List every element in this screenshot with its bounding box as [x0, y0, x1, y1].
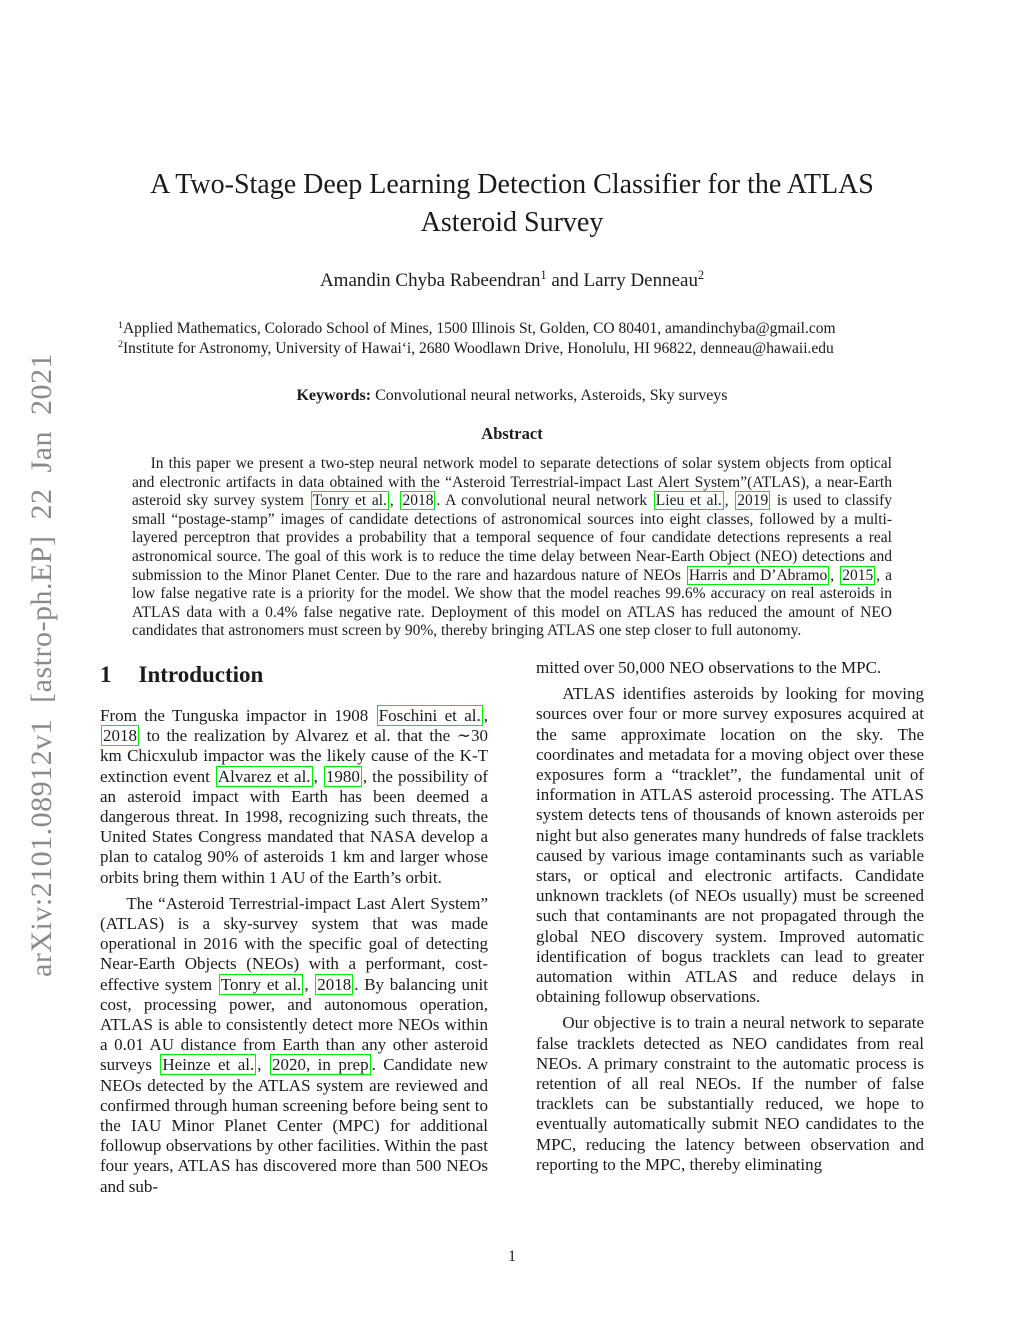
abstract-body: In this paper we present a two-step neural network model to separate detections of solar system objects from optical and electronic artifacts in data obtained with the “Asteroid Terrestrial-impact Last Alert System”(ATLAS), a near-Earth asteroid sky survey system Tonry et al. , 2018 . A convolutional neural network Lieu et al. , 2019 is used to classify small “postage-stamp” images of candidate detections of astronomical sources into eight classes, followed by a multi-layered perceptron that provides a probability that a temporal sequence of four candidate detections represents a real astronomical source. The goal of this work is to reduce the time delay between Near-Earth Object (NEO) detections and submission to the Minor Planet Center. Due to the rare and hazardous nature of NEOs Harris and D’Abramo , 2015 , a low false negative rate is a priority for the model. We show that the model reaches 99.6% accuracy on real asteroids in ATLAS data with a 0.4% false negative rate. Deployment of this model on ATLAS has reduced the amount of NEO candidates that astronomers must screen by 90%, thereby bringing ATLAS one step closer to full autonomy. — [132, 455, 893, 640]
citation-link[interactable]: 1980 — [325, 766, 360, 786]
keywords-label: Keywords: — [296, 387, 372, 404]
citation-link[interactable]: Harris and D’Abramo — [688, 566, 828, 584]
paragraph: From the Tunguska impactor in 1908 Foschini et al. , 2018 to the realization by Alvarez et al. that the ∼30 km Chicxulub impactor was the likely cause of the K-T extinction event Alvarez et al. , 1980 , the possibility of an asteroid impact with Earth has been deemed a dangerous threat. In 1998, recognizing such threats, the United States Congress mandated that NASA develop a plan to catalog 90% of asteroids 1 km and larger whose orbits bring them within 1 AU of the Earth’s orbit. — [100, 705, 489, 887]
arxiv-watermark: arXiv:2101.08912v1 [astro-ph.EP] 22 Jan 2021 — [25, 353, 58, 977]
citation-link[interactable]: Tonry et al. — [312, 492, 387, 510]
superscript-marker: 2 — [118, 339, 123, 351]
right-column — [536, 658, 924, 1175]
citation-link[interactable]: 2018 — [317, 974, 352, 994]
section-title: Introduction — [138, 661, 264, 687]
paragraph: Our objective is to train a neural network to separate false tracklets detected as NEO candidates from real NEOs. A primary constraint to the automatic process is retention of all real NEOs. If the number of false tracklets can be substantially reduced, we hope to eventually automatically submit NEO candidates to the MPC, reducing the latency between observation and reporting to the MPC, thereby eliminating — [536, 1013, 924, 1174]
citation-link[interactable]: 2018 — [103, 726, 137, 746]
section-number: 1 — [100, 661, 112, 687]
citation-link[interactable]: Alvarez et al. — [217, 766, 311, 786]
affiliation-line: $^1$Applied Mathematics, Colorado School of Mines, 1500 Illinois St, Golden, CO 80401, amandinchyba@gmail.com — [118, 319, 836, 337]
abstract-heading: Abstract — [481, 424, 543, 443]
keywords-text: Convolutional neural networks, Asteroids, Sky surveys — [371, 387, 728, 404]
citation-link[interactable]: 2019 — [737, 492, 769, 510]
superscript-marker: 1 — [540, 268, 547, 283]
keywords-line — [100, 387, 924, 405]
two-column-body — [100, 658, 924, 1197]
citation-link[interactable]: Heinze et al. — [162, 1055, 255, 1075]
citation-link[interactable]: 2018 — [402, 492, 434, 510]
section-heading — [100, 662, 488, 688]
authors-line: Amandin Chyba Rabeendran$^1$ and Larry Denneau$^2$ — [319, 268, 705, 291]
citation-link[interactable]: Lieu et al. — [655, 492, 722, 510]
affiliations-block — [118, 319, 924, 358]
superscript-marker: 2 — [697, 268, 705, 283]
paper-title: A Two-Stage Deep Learning Detection Classifier for the ATLAS Asteroid Survey — [150, 169, 874, 238]
paragraph: The “Asteroid Terrestrial-impact Last Alert System” (ATLAS) is a sky-survey system that was made operational in 2016 with the specific goal of detecting Near-Earth Objects (NEOs) with a performant, cost-effective system Tonry et al. , 2018 . By balancing unit cost, processing power, and autonomous operation, ATLAS is able to consistently detect more NEOs within a 0.01 AU distance from Earth than any other asteroid surveys Heinze et al. , 2020, in prep . Candidate new NEOs detected by the ATLAS system are reviewed and confirmed through human screening before being sent to the IAU Minor Planet Center (MPC) for additional followup observations by other facilities. Within the past four years, ATLAS has discovered more than 500 NEOs and sub- — [100, 893, 488, 1196]
left-column — [100, 658, 488, 1197]
affiliation-line: $^2$Institute for Astronomy, University of Hawaiʻi, 2680 Woodlawn Drive, Honolulu, HI 96822, denneau@hawaii.edu — [118, 339, 834, 357]
citation-link[interactable]: 2015 — [842, 566, 874, 584]
citation-link[interactable]: 2020, in prep — [271, 1055, 369, 1075]
paragraph: ATLAS identifies asteroids by looking for moving sources over four or more survey exposures acquired at the same approximate location on the sky. The coordinates and metadata for a moving object over these exposures form a “tracklet”, the fundamental unit of information in ATLAS asteroid processing. The ATLAS system detects tens of thousands of known asteroids per night but also generates many hundreds of false tracklets caused by various image contaminants such as variable stars, or optical and electronic artifacts. Candidate unknown tracklets (of NEOs usually) must be screened such that contaminants are not propagated through the global NEO discovery system. Improved automatic identification of bogus tracklets can lead to greater automation within ATLAS and reduce delays in obtaining followup observations. — [536, 684, 924, 1007]
paragraph: mitted over 50,000 NEO observations to the MPC. — [536, 657, 882, 677]
page-number: 1 — [508, 1248, 516, 1265]
superscript-marker: 1 — [118, 319, 123, 331]
citation-link[interactable]: Tonry et al. — [220, 974, 302, 994]
citation-link[interactable]: Foschini et al. — [378, 705, 481, 725]
